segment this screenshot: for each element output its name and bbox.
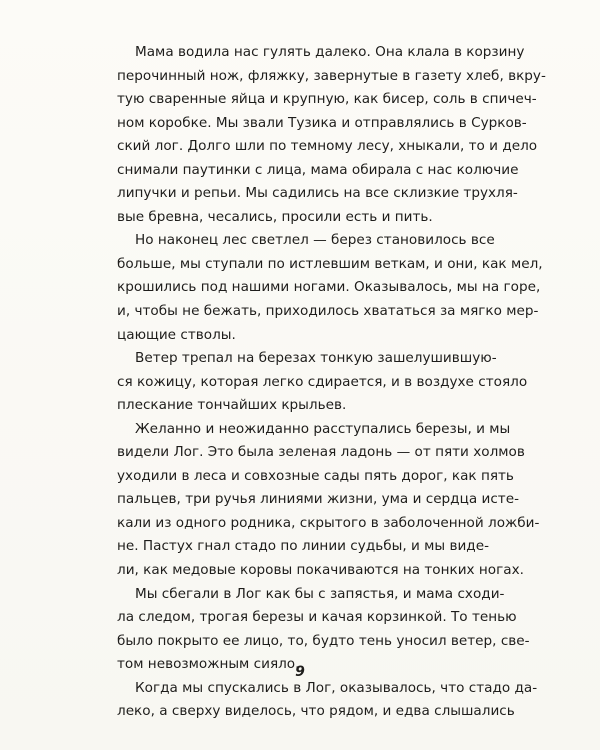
text-line: ский лог. Долго шли по темному лесу, хныкали, то и дело: [117, 138, 538, 155]
page-number: 9: [295, 664, 305, 680]
text-line: видели Лог. Это была зеленая ладонь — от пяти холмов: [117, 444, 525, 461]
text-line: пальцев, три ручья линиями жизни, ума и сердца исте-: [117, 491, 519, 508]
text-line: плескание тончайших крыльев.: [117, 397, 347, 414]
text-line: цающие стволы.: [117, 326, 236, 343]
text-line: снимали паутинки с лица, мама обирала с нас колючие: [117, 161, 519, 178]
text-line: леко, а сверху виделось, что рядом, и едва слышались: [117, 703, 515, 720]
text-line: Но наконец лес светлел — берез становилось все: [135, 232, 495, 249]
text-line: Желанно и неожиданно расступались березы, и мы: [135, 420, 511, 437]
text-line: ли, как медовые коровы покачиваются на тонких ногах.: [117, 562, 524, 579]
text-line: том невозможным сияло.: [117, 656, 300, 673]
text-line: кали из одного родника, скрытого в заболоченной ложби-: [117, 514, 540, 531]
text-line: не. Пастух гнал стадо по линии судьбы, и мы виде-: [117, 538, 489, 555]
text-line: уходили в леса и совхозные сады пять дорог, как пять: [117, 467, 514, 484]
text-line: вые бревна, чесались, просили есть и пить.: [117, 208, 433, 225]
text-line: Мы сбегали в Лог как бы с запястья, и мама сходи-: [135, 585, 505, 602]
text-line: Когда мы спускались в Лог, оказывалось, что стадо да-: [135, 679, 538, 696]
body-text: [117, 41, 546, 724]
text-line: Ветер трепал на березах тонкую зашелушившую-: [135, 350, 497, 367]
text-line: ном коробке. Мы звали Тузика и отправлялись в Сурков-: [117, 114, 527, 131]
text-line: тую сваренные яйца и крупную, как бисер, соль в спичеч-: [117, 91, 537, 108]
text-line: липучки и репьи. Мы садились на все склизкие трухля-: [117, 185, 518, 202]
text-line: и, чтобы не бежать, приходилось хвататься за мягко мер-: [117, 303, 539, 320]
text-line: ла следом, трогая березы и качая корзинкой. То тенью: [117, 609, 517, 626]
text-line: больше, мы ступали по истлевшим веткам, и они, как мел,: [117, 255, 543, 272]
text-line: Мама водила нас гулять далеко. Она клала в корзину: [135, 44, 525, 60]
text-line: крошились под нашими ногами. Оказывалось, мы на горе,: [117, 279, 541, 296]
text-line: перочинный нож, фляжку, завернутые в газету хлеб, вкру-: [117, 67, 546, 84]
text-line: ся кожицу, которая легко сдирается, и в воздухе стояло: [117, 373, 528, 390]
text-line: было покрыто ее лицо, то, будто тень уносил ветер, све-: [117, 632, 530, 649]
